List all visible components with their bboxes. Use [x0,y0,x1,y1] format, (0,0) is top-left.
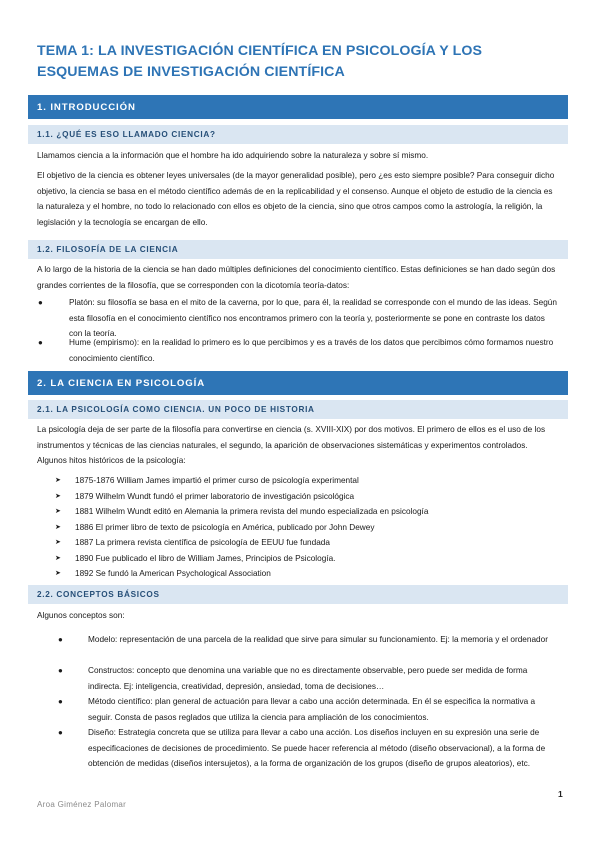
subsection-heading-que-es-ciencia: 1.1. ¿QUÉ ES ESO LLAMADO CIENCIA? [28,125,568,144]
list-item: Método científico: plan general de actuación para llevar a cabo una acción determinada. En él se especifica la normativa a seguir. Consta de pasos reglados que utiliza la ciencia para ampliación de los conocimientos. [88,697,536,722]
bullet-icon: ● [58,635,63,644]
list-item: Diseño: Estrategia concreta que se utiliza para llevar a cabo una acción. Los diseños incluyen en su expresión una serie de especificaciones de decisiones de procedimiento. Se puede hacer referencia al método (diseño observacional), a la forma de obtención de medidas (diseños intersujetos), a la forma de organización de los grupos (diseño de grupos aleatorios), etc. [88,728,546,768]
list-item: Platón: su filosofía se basa en el mito de la caverna, por lo que, para él, la realidad se corresponde con el mundo de las ideas. Según esta filosofía en el conocimiento científico nos encontramos primero con la teoría y, posteriormente se pone en contraste los datos con la teoría. [69,298,557,338]
list-item: 1886 El primer libro de texto de psicología en América, publicado por John Dewey [75,522,375,532]
arrow-bullet-icon: ➤ [55,539,61,546]
list-item: Hume (empirismo): en la realidad lo primero es lo que percibimos y es a través de los datos que percibimos cómo formamos nuestro conocimiento científico. [69,338,554,363]
list-item: 1875-1876 William James impartió el primer curso de psicología experimental [75,476,359,485]
author-footer: Aroa Giménez Palomar [37,800,127,809]
paragraph: La psicología deja de ser parte de la filosofía para convertirse en ciencia (s. XVIII-XIX) por dos motivos. El primero de ellos es el uso de los instrumentos y técnicas de las ciencias naturales, el segundo, la aparición de observaciones sistemáticas y experimentos controlados. Algunos hitos históricos de la psicología: [37,425,546,465]
list-item: 1887 La primera revista científica de psicología de EEUU fue fundada [75,538,330,547]
arrow-bullet-icon: ➤ [55,523,61,531]
arrow-bullet-icon: ➤ [55,570,61,577]
bullet-icon: ● [38,298,43,307]
arrow-bullet-icon: ➤ [55,508,61,515]
list-item: 1892 Se fundó la American Psychological Association [75,569,271,578]
list-item: 1890 Fue publicado el libro de William James, Principios de Psicología. [75,553,336,563]
list-item: 1879 Wilhelm Wundt fundó el primer laboratorio de investigación psicológica [75,491,355,501]
bullet-icon: ● [58,697,63,706]
list-item: Modelo: representación de una parcela de la realidad que sirve para simular su funcionamiento. Ej: la memoria y el ordenador [88,635,548,644]
section-heading-introduccion: 1. INTRODUCCIÓN [28,95,568,119]
arrow-bullet-icon: ➤ [55,477,61,484]
paragraph: A lo largo de la historia de la ciencia se han dado múltiples definiciones del conocimiento científico. Estas definiciones se han dado según dos grandes corrientes de la filosofía, que se corresponden con la dicotomía teoría-datos: [37,265,556,290]
arrow-bullet-icon: ➤ [55,492,61,500]
section-heading-ciencia-psicologia: 2. LA CIENCIA EN PSICOLOGÍA [28,371,568,395]
subsection-heading-conceptos: 2.2. CONCEPTOS BÁSICOS [28,585,568,604]
list-item: Constructos: concepto que denomina una variable que no es directamente observable, pero puede ser medida de forma indirecta. Ej: inteligencia, creatividad, depresión, ansiedad, toma de decisiones… [88,666,528,691]
paragraph: Llamamos ciencia a la información que el hombre ha ido adquiriendo sobre la naturaleza y sobre sí mismo. [37,151,429,160]
subsection-heading-historia: 2.1. LA PSICOLOGÍA COMO CIENCIA. UN POCO DE HISTORIA [28,400,568,419]
list-item: 1881 Wilhelm Wundt editó en Alemania la primera revista del mundo especializada en psicología [75,507,429,516]
subsection-heading-filosofia: 1.2. FILOSOFÍA DE LA CIENCIA [28,240,568,259]
bullet-icon: ● [58,666,63,675]
document-title: TEMA 1: LA INVESTIGACIÓN CIENTÍFICA EN PSICOLOGÍA Y LOS ESQUEMAS DE INVESTIGACIÓN CIENTÍFICA [37,43,483,80]
paragraph: Algunos conceptos son: [37,611,125,620]
paragraph: El objetivo de la ciencia es obtener leyes universales (de la mayor generalidad posible), pero ¿es esto siempre posible? Para conseguir dicho objetivo, la ciencia se basa en el método científico además de en la replicabilidad y el consenso. Aunque el objeto de estudio de la ciencia es la naturaleza y el hombre, no todo lo relacionado con ellos es objeto de la ciencia, sino que otros campos como la astrología, la religión, la legislación y la tecnología se encargan de ello. [37,171,555,227]
bullet-icon: ● [58,728,63,737]
page-number: 1 [558,789,563,799]
arrow-bullet-icon: ➤ [55,554,61,562]
bullet-icon: ● [38,338,43,347]
